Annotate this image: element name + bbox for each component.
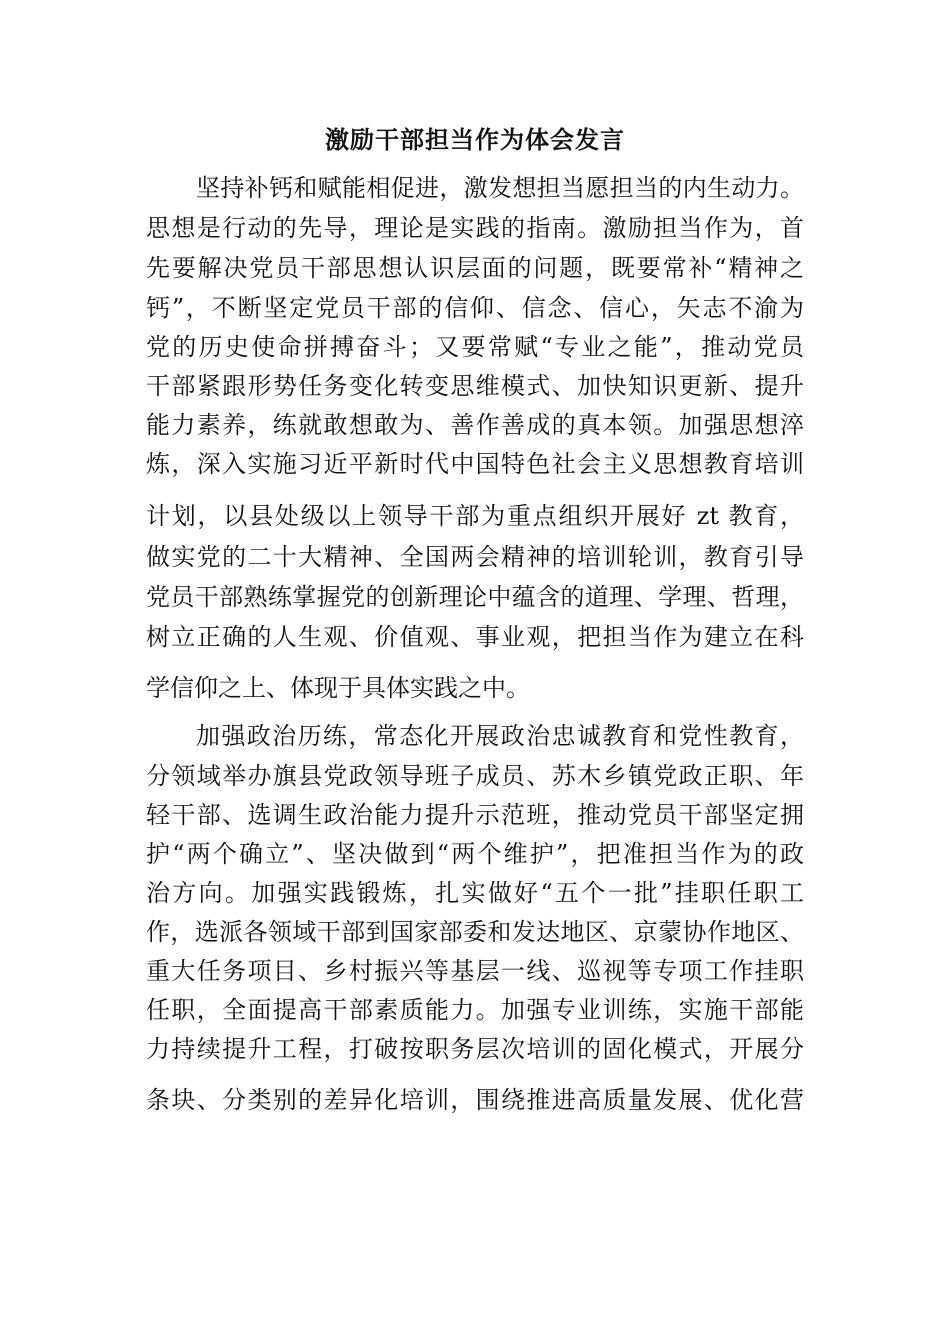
paragraph-2-line-3: 轻干部、选调生政治能力提升示范班，推动党员干部坚定拥 [146,801,804,829]
paragraph-2-line-9: 力持续提升工程，打破按职务层次培训的固化模式，开展分 [146,1035,804,1063]
paragraph-1-line-1: 坚持补钙和赋能相促进，激发想担当愿担当的内生动力。 [196,174,804,202]
paragraph-2-line-6: 作，选派各领域干部到国家部委和发达地区、京蒙协作地区、 [146,918,804,946]
paragraph-2-line-1: 加强政治历练，常态化开展政治忠诚教育和党性教育， [196,722,804,750]
paragraph-1-line-10: 做实党的二十大精神、全国两会精神的培训轮训，教育引导 [146,543,804,571]
paragraph-1-line-13: 学信仰之上、体现于具体实践之中。 [146,674,530,702]
paragraph-1-line-2: 思想是行动的先导，理论是实践的指南。激励担当作为，首 [146,214,804,242]
paragraph-1-line-12: 树立正确的人生观、价值观、事业观，把担当作为建立在科 [146,623,804,651]
paragraph-2-line-7: 重大任务项目、乡村振兴等基层一线、巡视等专项工作挂职 [146,957,804,985]
paragraph-1-line-3: 先要解决党员干部思想认识层面的问题，既要常补“精神之 [146,254,804,282]
paragraph-2-line-5: 治方向。加强实践锻炼，扎实做好“五个一批”挂职任职工 [146,879,804,907]
paragraph-1-line-5: 党的历史使命拼搏奋斗；又要常赋“专业之能”，推动党员 [146,333,804,361]
paragraph-1-line-8: 炼，深入实施习近平新时代中国特色社会主义思想教育培训 [146,450,804,478]
document-title: 激励干部担当作为体会发言 [325,125,625,154]
paragraph-1-line-11: 党员干部熟练掌握党的创新理论中蕴含的道理、学理、哲理， [146,583,804,611]
paragraph-1-line-6: 干部紧跟形势任务变化转变思维模式、加快知识更新、提升 [146,372,804,400]
paragraph-1-line-4: 钙”，不断坚定党员干部的信仰、信念、信心，矢志不渝为 [146,294,804,322]
paragraph-2-line-4: 护“两个确立”、坚决做到“两个维护”，把准担当作为的政 [146,840,804,868]
paragraph-2-line-8: 任职，全面提高干部素质能力。加强专业训练，实施干部能 [146,996,804,1024]
paragraph-1-line-7: 能力素养，练就敢想敢为、善作善成的真本领。加强思想淬 [146,411,804,439]
paragraph-1-line-9: 计划，以县处级以上领导干部为重点组织开展好 zt 教育， [146,502,804,530]
paragraph-2-line-2: 分领域举办旗县党政领导班子成员、苏木乡镇党政正职、年 [146,762,804,790]
paragraph-2-line-10: 条块、分类别的差异化培训，围绕推进高质量发展、优化营 [146,1086,804,1114]
